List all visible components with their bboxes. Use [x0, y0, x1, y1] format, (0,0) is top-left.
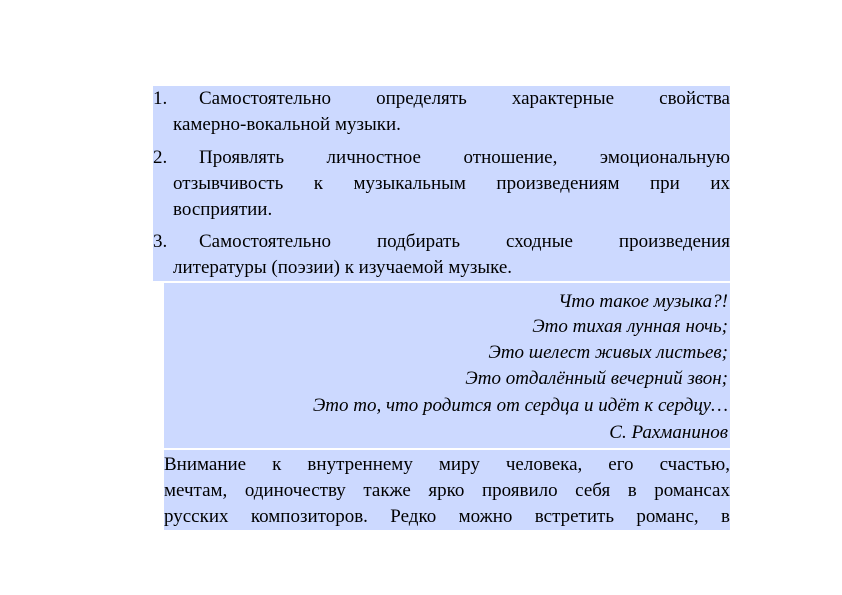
quote-line: Это тихая лунная ночь; [532, 316, 728, 337]
list-item-number: 1. [153, 88, 168, 109]
quote-author: С. Рахманинов [609, 422, 728, 443]
list-item [153, 86, 730, 138]
list-item-text-line: Самостоятельно подбирать сходные произведения [199, 231, 730, 252]
list-item-number: 2. [153, 147, 168, 168]
quote-line: Это то, что родится от сердца и идёт к сердцу… [312, 395, 728, 416]
paragraph-line: мечтам, одиночеству также ярко проявило себя в романсах [164, 480, 730, 501]
quote-line: Это отдалённый вечерний звон; [465, 368, 728, 389]
list-item-text-line: Самостоятельно определять характерные свойства [199, 88, 730, 109]
list-item [153, 145, 730, 223]
list-item-text-line: камерно-вокальной музыки. [173, 114, 401, 135]
list-item-number: 3. [153, 231, 168, 252]
list-item [153, 229, 730, 281]
list-item-text-line: восприятии. [173, 199, 273, 220]
epigraph-quote [164, 283, 730, 448]
paragraph-line: Внимание к внутреннему миру человека, его счастью, [164, 454, 730, 475]
body-paragraph [164, 450, 730, 530]
paragraph-line: русских композиторов. Редко можно встретить романс, в [164, 506, 730, 527]
list-item-text-line: отзывчивость к музыкальным произведениям при их [173, 173, 730, 194]
list-item-text-line: Проявлять личностное отношение, эмоциональную [199, 147, 730, 168]
quote-line: Это шелест живых листьев; [488, 342, 728, 363]
quote-line: Что такое музыка?! [558, 291, 728, 312]
list-item-text-line: литературы (поэзии) к изучаемой музыке. [173, 257, 513, 278]
objectives-list [153, 86, 730, 281]
